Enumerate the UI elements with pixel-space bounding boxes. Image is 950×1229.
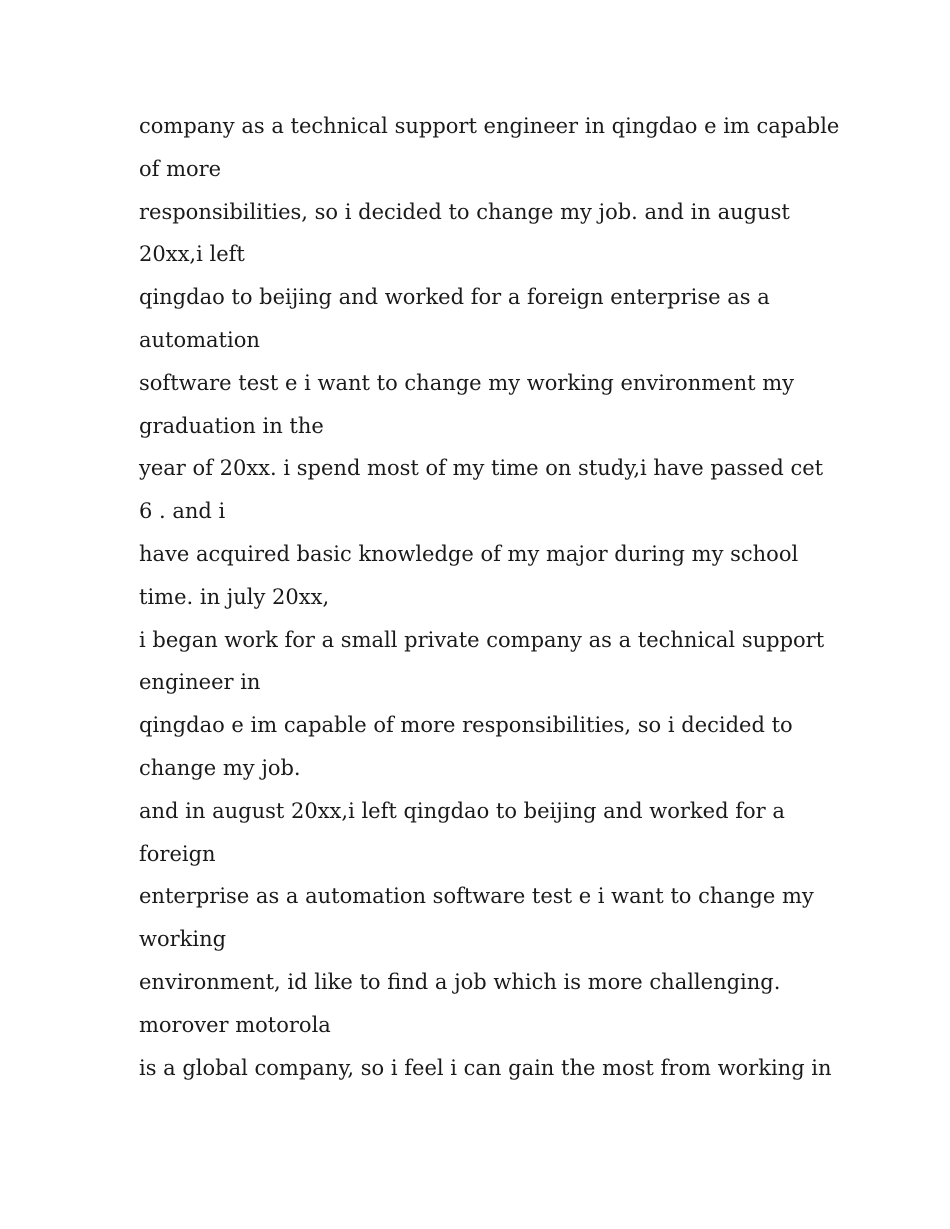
text-line: time. in july 20xx, (139, 584, 330, 609)
text-line: foreign (139, 841, 216, 866)
text-line: automation (139, 327, 260, 352)
text-line: and in august 20xx,i left qingdao to beijing and worked for a (139, 798, 785, 823)
text-line: environment, id like to find a job which is more challenging. (139, 969, 781, 994)
text-line: responsibilities, so i decided to change my job. and in august (139, 199, 790, 224)
text-line: qingdao e im capable of more responsibilities, so i decided to (139, 713, 793, 738)
text-line: company as a technical support engineer in qingdao e im capable (139, 114, 840, 138)
text-line: year of 20xx. i spend most of my time on study,i have passed cet (139, 456, 824, 481)
text-line: 20xx,i left (139, 242, 245, 267)
body-text (139, 105, 840, 1089)
text-line: i began work for a small private company as a technical support (139, 627, 825, 652)
text-line: have acquired basic knowledge of my major during my school (139, 541, 799, 566)
text-line: engineer in (139, 670, 261, 695)
text-line: is a global company, so i feel i can gain the most from working in (139, 1055, 832, 1080)
text-line: 6 . and i (139, 499, 226, 524)
text-line: qingdao to beijing and worked for a foreign enterprise as a (139, 285, 770, 310)
text-line: morover motorola (139, 1012, 331, 1037)
text-line: change my job. (139, 755, 301, 780)
text-line: enterprise as a automation software test e i want to change my (139, 884, 814, 909)
text-line: graduation in the (139, 413, 324, 438)
text-line: of more (139, 156, 222, 181)
text-line: working (139, 927, 227, 952)
text-line: software test e i want to change my working environment my (139, 370, 794, 395)
